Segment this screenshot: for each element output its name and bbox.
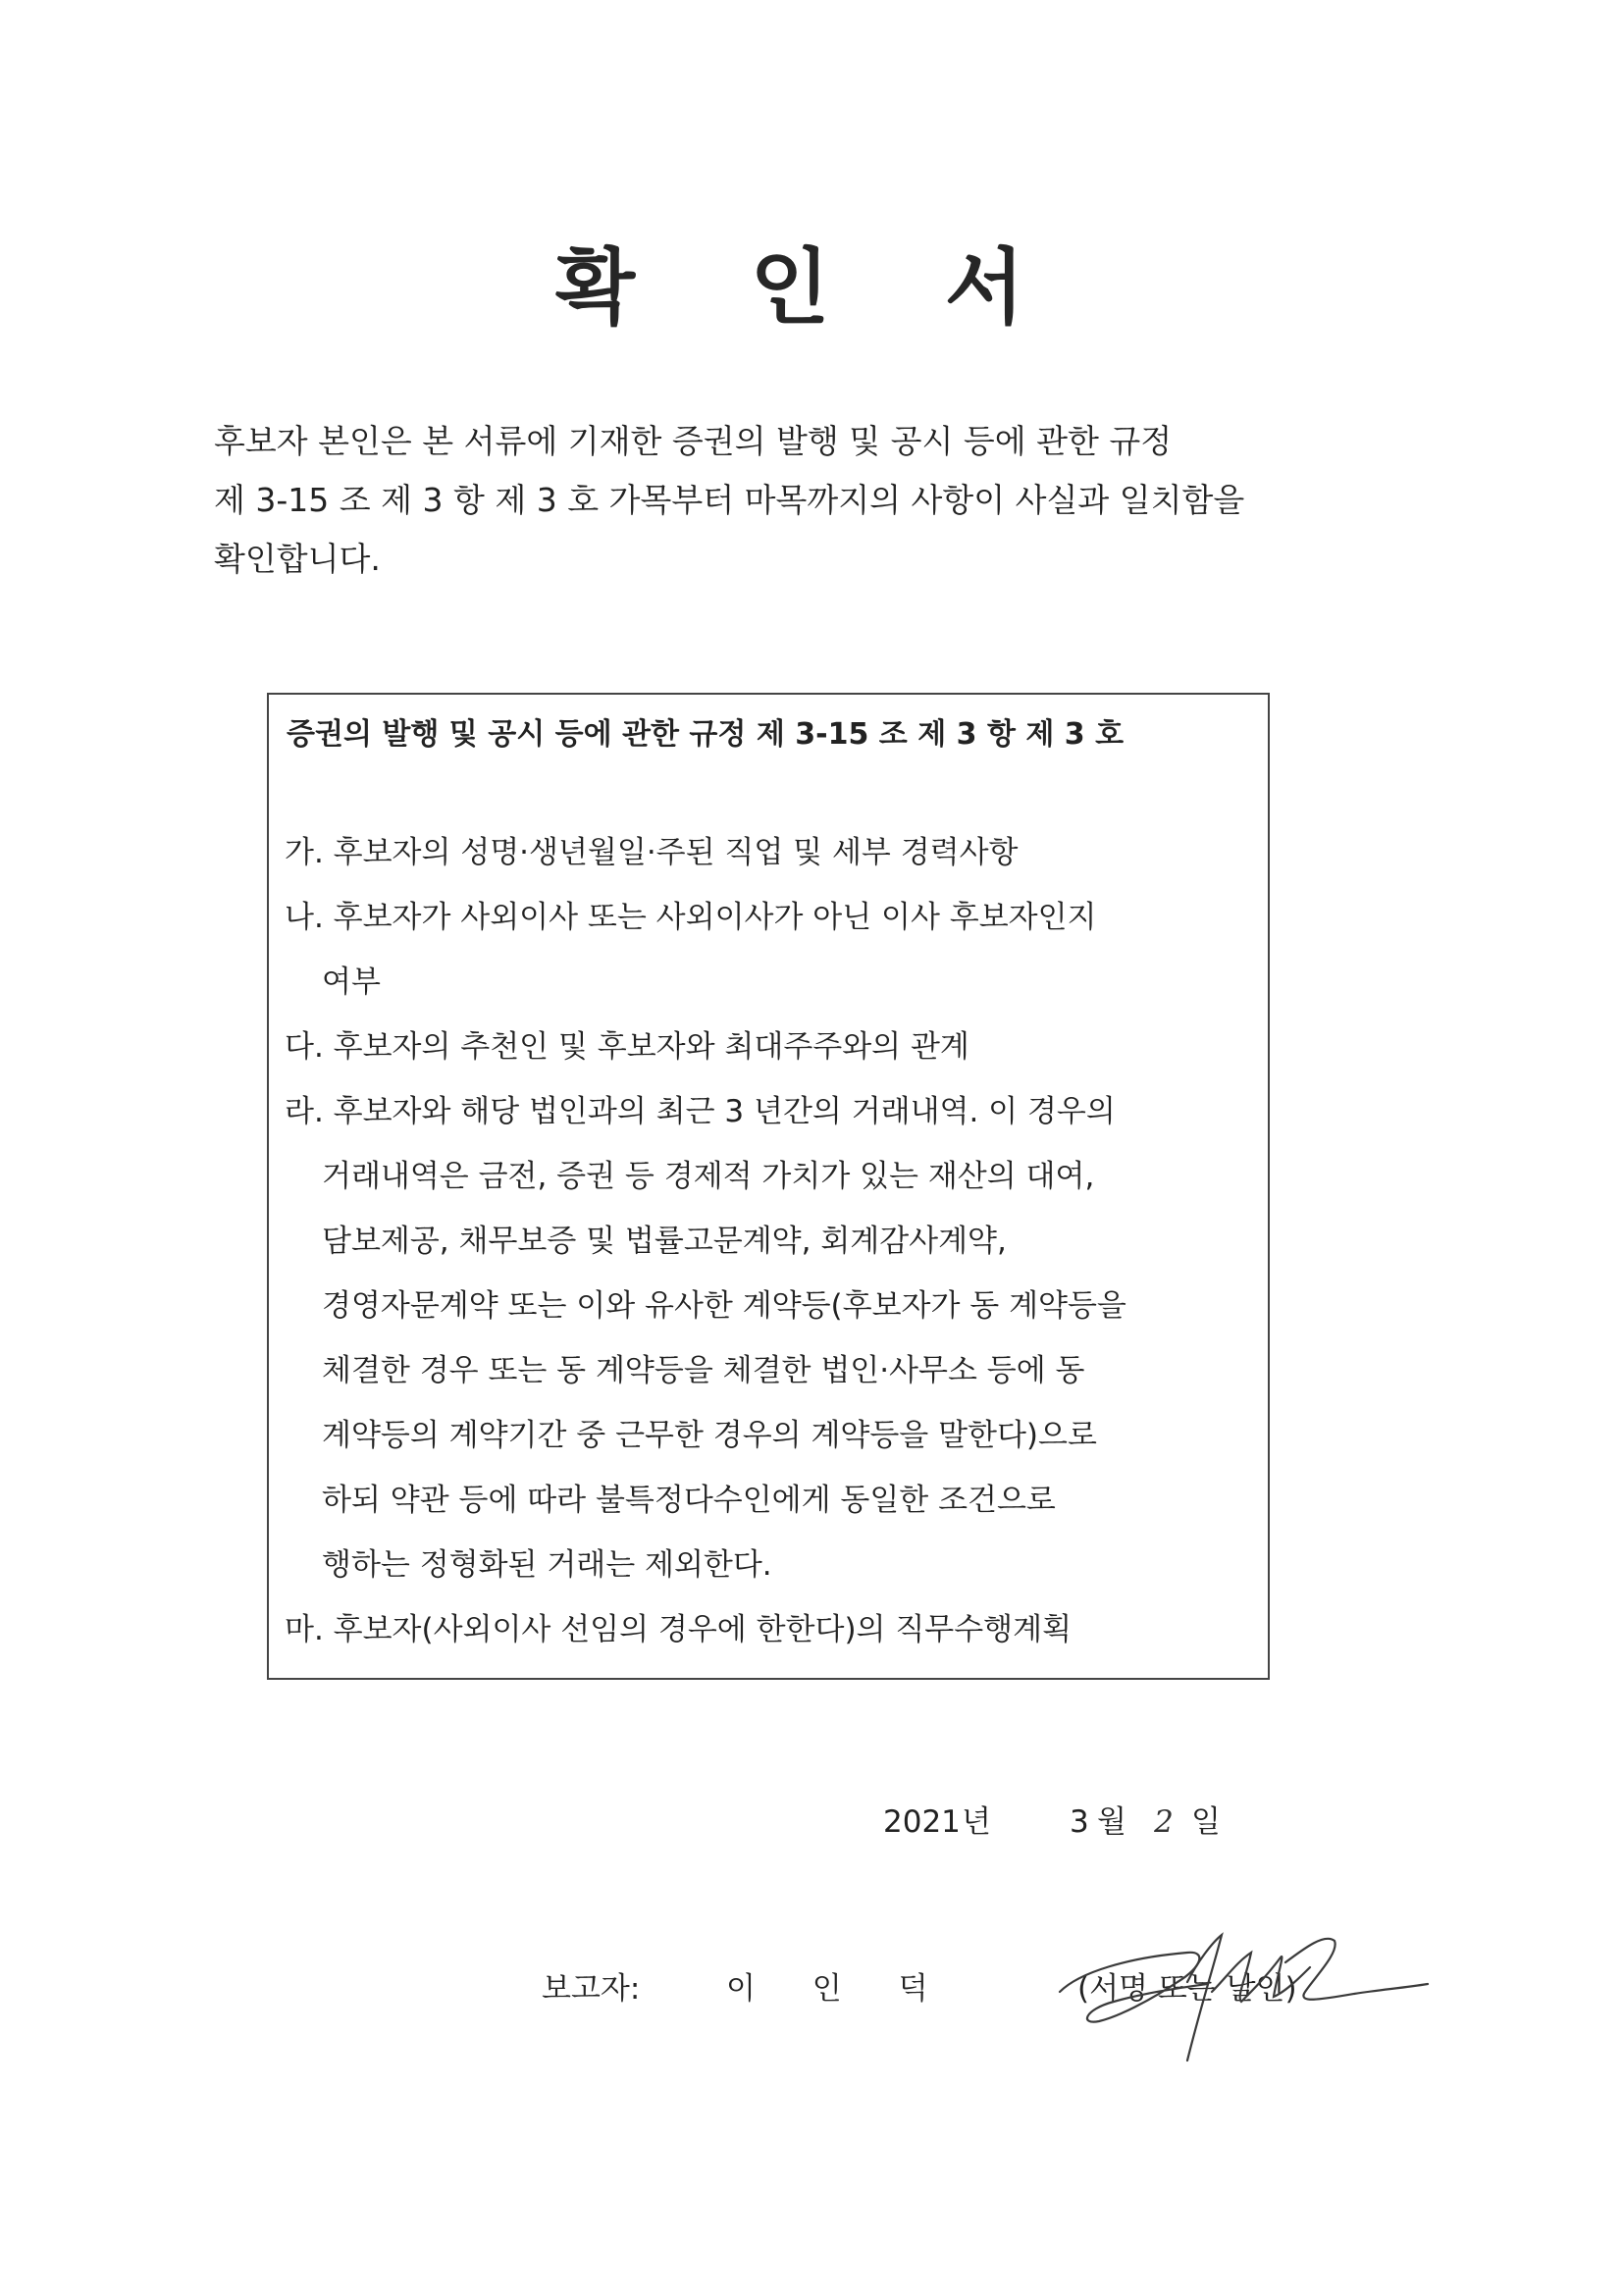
- item-line: 여부: [322, 965, 381, 1000]
- item-line: 나. 후보자가 사외이사 또는 사외이사가 아닌 이사 후보자인지: [285, 900, 1097, 935]
- item-line: 경영자문계약 또는 이와 유사한 계약등(후보자가 동 계약등을: [322, 1288, 1126, 1324]
- item-line: 다. 후보자의 추천인 및 후보자와 최대주주와의 관계: [285, 1029, 969, 1065]
- regulation-item-da: [285, 1015, 1256, 1079]
- item-line: 계약등의 계약기간 중 근무한 경우의 계약등을 말한다)으로: [322, 1418, 1097, 1453]
- intro-line: 확인합니다.: [214, 540, 381, 578]
- regulation-item-list: [285, 820, 1256, 1662]
- regulation-item-ga: [285, 820, 1256, 885]
- regulation-item-na: [285, 885, 1256, 1015]
- item-line: 마. 후보자(사외이사 선임의 경우에 한한다)의 직무수행계획: [285, 1612, 1073, 1647]
- intro-line: 후보자 본인은 본 서류에 기재한 증권의 발행 및 공시 등에 관한 규정: [214, 422, 1173, 460]
- item-line: 가. 후보자의 성명·생년월일·주된 직업 및 세부 경력사항: [285, 835, 1019, 870]
- item-line: 행하는 정형화된 거래는 제외한다.: [322, 1547, 772, 1583]
- item-line: 체결한 경우 또는 동 계약등을 체결한 법인·사무소 등에 동: [322, 1353, 1085, 1388]
- regulation-item-ma: [285, 1597, 1256, 1662]
- intro-line: 제 3-15 조 제 3 항 제 3 호 가목부터 마목까지의 사항이 사실과 일치함을: [214, 481, 1245, 519]
- date-year: 2021: [883, 1804, 961, 1840]
- item-line: 담보제공, 채무보증 및 법률고문계약, 회계감사계약,: [322, 1224, 1007, 1259]
- document-title: 확 인 서: [555, 239, 1068, 336]
- date-day-unit: 일: [1191, 1804, 1221, 1840]
- date-month: 3: [1070, 1804, 1089, 1840]
- intro-paragraph: [214, 412, 1323, 589]
- signature-or-seal-note: (서명 또는 날인): [1077, 1971, 1297, 2007]
- date-month-unit: 월: [1097, 1804, 1126, 1840]
- date-year-unit: 년: [962, 1804, 991, 1840]
- regulation-box-header: 증권의 발행 및 공시 등에 관한 규정 제 3-15 조 제 3 항 제 3 호: [287, 717, 1125, 752]
- regulation-box: [267, 693, 1270, 1680]
- reporter-name: 이 인 덕: [726, 1971, 952, 2007]
- item-line: 하되 약관 등에 따라 불특정다수인에게 동일한 조건으로: [322, 1483, 1056, 1518]
- document-date: [883, 1798, 1221, 1847]
- item-line: 거래내역은 금전, 증권 등 경제적 가치가 있는 재산의 대여,: [322, 1159, 1095, 1194]
- item-line: 라. 후보자와 해당 법인과의 최근 3 년간의 거래내역. 이 경우의: [285, 1094, 1116, 1129]
- date-day-handwritten: 2: [1154, 1804, 1174, 1840]
- reporter-label: 보고자:: [542, 1971, 641, 2007]
- handwritten-signature: [1040, 1923, 1433, 2080]
- regulation-item-ra: [285, 1079, 1256, 1597]
